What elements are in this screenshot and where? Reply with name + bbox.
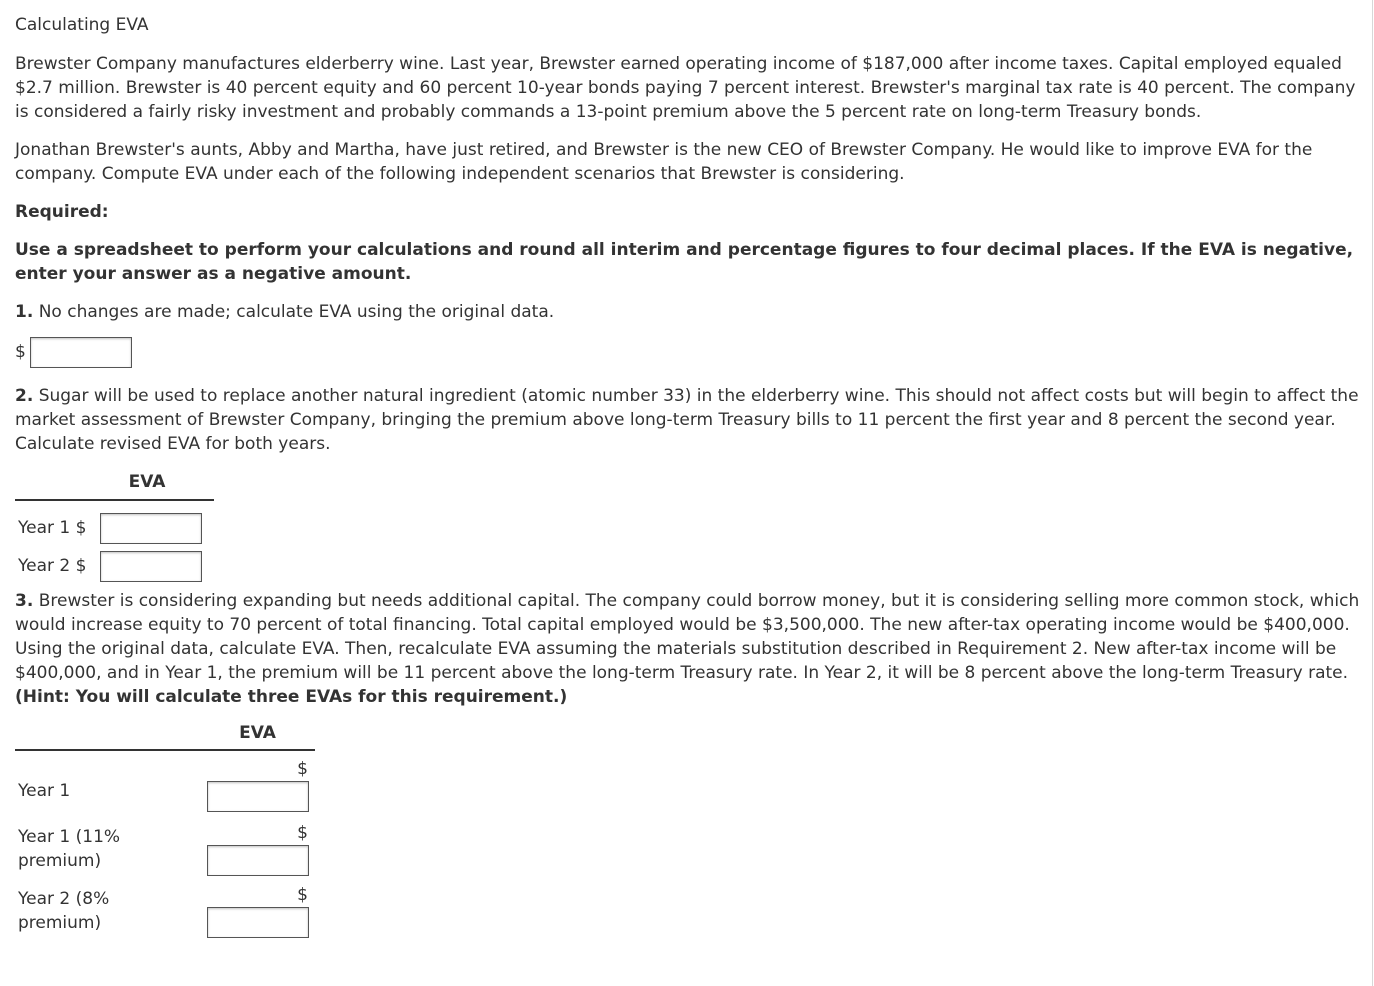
question-3-number: 3.	[15, 591, 34, 611]
q3-row-cell	[205, 759, 309, 817]
q2-year-2-input[interactable]	[100, 551, 202, 582]
page-right-border	[1372, 0, 1373, 986]
question-1-text: No changes are made; calculate EVA using the original data.	[38, 302, 555, 322]
q1-eva-input[interactable]	[30, 337, 132, 368]
q2-year-1-input[interactable]	[100, 513, 202, 544]
instructions: Use a spreadsheet to perform your calculations and round all interim and percentage figures to four decimal places. If the EVA is negative, enter your answer as a negative amount.	[15, 240, 1354, 284]
question-3-text: Brewster is considering expanding but needs additional capital. The company could borrow money, but it is considering selling more common stock, which would increase equity to 70 percent of total financing. Total capital employed would be $3,500,000. The new after-tax operating income would be $400,000. Using the original data, calculate EVA. Then, recalculate EVA assuming the materials substitution described in Requirement 2. New after-tax income will be $400,000, and in Year 1, the premium will be 11 percent above the long-term Treasury rate. In Year 2, it will be 8 percent above the long-term Treasury rate.	[15, 591, 1360, 683]
q3-row-year-1-11-premium	[15, 823, 315, 879]
q2-table-rule	[15, 499, 214, 501]
q3-year-1-input[interactable]	[207, 781, 309, 812]
q2-table-header: EVA	[128, 472, 166, 492]
q2-row-year-2	[15, 549, 214, 583]
question-2-text: Sugar will be used to replace another natural ingredient (atomic number 33) in the elderberry wine. This should not affect costs but will begin to affect the market assessment of Brewster Company, bringing the premium above long-term Treasury bills to 11 percent the first year and 8 percent the second year. Calculate revised EVA for both years.	[15, 386, 1359, 454]
problem-title: Calculating EVA	[15, 15, 149, 35]
q3-year-1-11-premium-input[interactable]	[207, 845, 309, 876]
question-1-answer-row	[15, 336, 1367, 368]
question-3	[15, 589, 1367, 709]
q3-table-header: EVA	[239, 723, 276, 743]
q2-row-label: Year 1 $	[18, 518, 87, 538]
intro-paragraph-2: Jonathan Brewster's aunts, Abby and Martha, have just retired, and Brewster is the new CEO of Brewster Company. He would like to improve EVA for the company. Compute EVA under each of the following independent scenarios that Brewster is considering.	[15, 140, 1313, 184]
dollar-sign: $	[297, 885, 308, 905]
q3-row-label: Year 1	[18, 781, 71, 801]
q3-row-label: Year 2 (8% premium)	[18, 889, 110, 933]
problem-content	[15, 12, 1367, 941]
q3-row-label: Year 1 (11% premium)	[18, 827, 121, 871]
question-2	[15, 384, 1367, 456]
question-3-hint: (Hint: You will calculate three EVAs for this requirement.)	[15, 687, 568, 707]
question-2-number: 2.	[15, 386, 34, 406]
q3-row-cell	[205, 885, 309, 941]
question-1-number: 1.	[15, 302, 34, 322]
q3-eva-table	[15, 721, 315, 941]
q2-eva-table	[15, 470, 214, 583]
q2-row-year-1	[15, 511, 214, 545]
dollar-sign: $	[297, 759, 308, 779]
dollar-sign: $	[15, 342, 26, 362]
dollar-sign: $	[297, 823, 308, 843]
q3-row-year-1	[15, 759, 315, 817]
question-1	[15, 300, 1367, 324]
q3-year-2-8-premium-input[interactable]	[207, 907, 309, 938]
q2-row-label: Year 2 $	[18, 556, 87, 576]
q3-table-rule	[15, 749, 315, 751]
q3-row-year-2-8-premium	[15, 885, 315, 941]
intro-paragraph-1: Brewster Company manufactures elderberry wine. Last year, Brewster earned operating income of $187,000 after income taxes. Capital employed equaled $2.7 million. Brewster is 40 percent equity and 60 percent 10-year bonds paying 7 percent interest. Brewster's marginal tax rate is 40 percent. The company is considered a fairly risky investment and probably commands a 13-point premium above the 5 percent rate on long-term Treasury bonds.	[15, 54, 1356, 122]
q3-row-cell	[205, 823, 309, 879]
required-label: Required:	[15, 202, 109, 222]
